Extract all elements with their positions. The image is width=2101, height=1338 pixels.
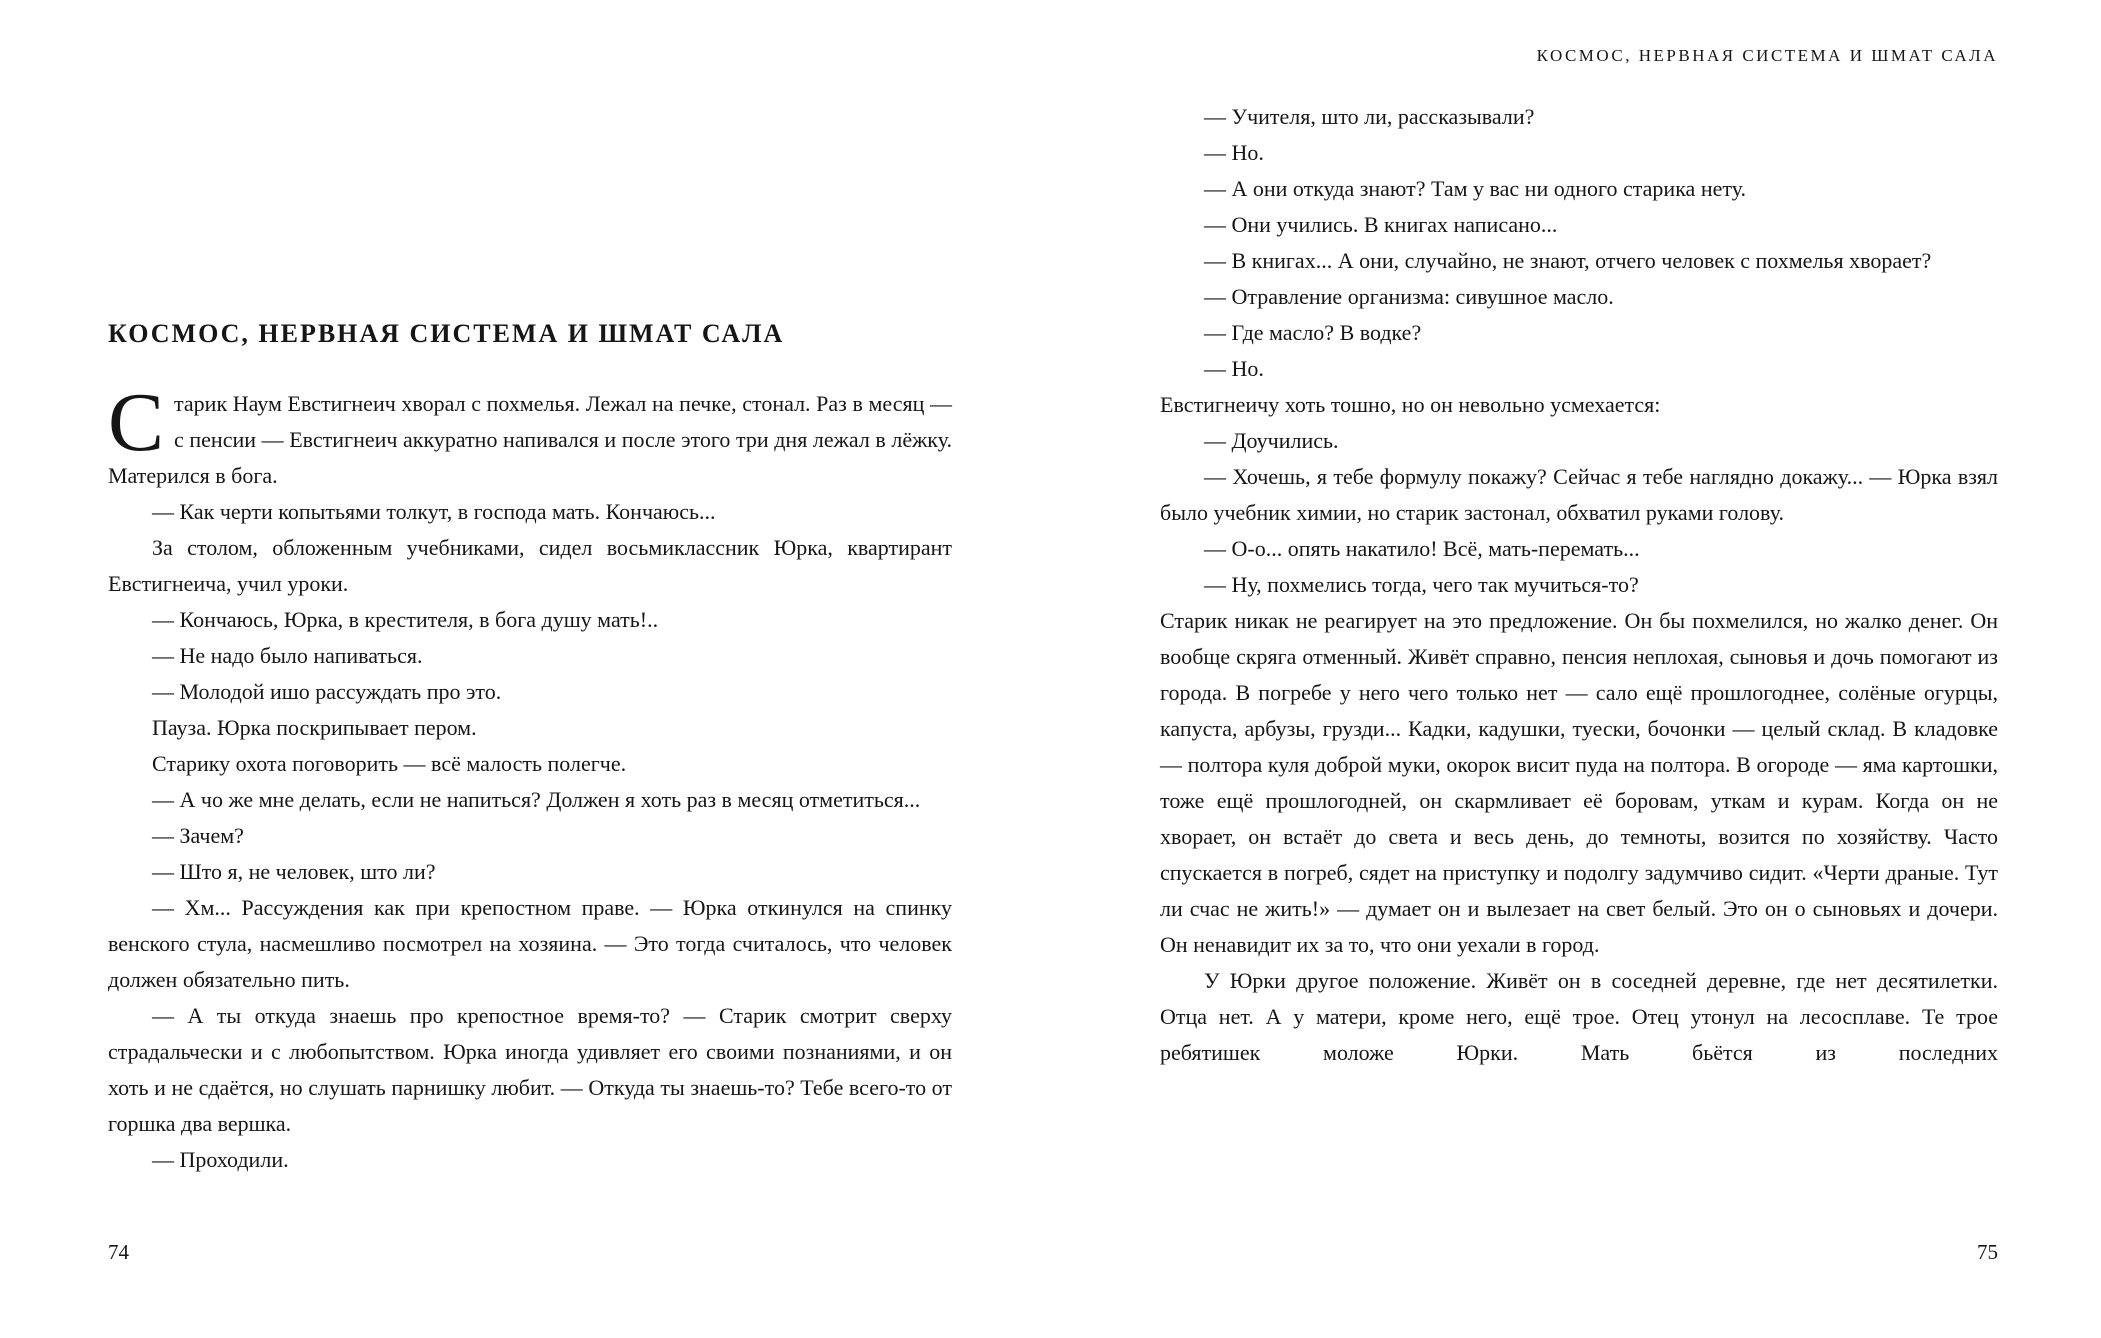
page-number: 74 bbox=[108, 1240, 129, 1264]
paragraph: Старик никак не реагирует на это предложение. Он бы похмелился, но жалко денег. Он вообще скряга отменный. Живёт справно, пенсия неплохая, сыновья и дочь помогают из города. В погребе у него чего только нет — сало ещё прошлогоднее, солёные огурцы, капуста, арбузы, грузди... Кадки, кадушки, туески, бочонки — целый склад. В кладовке — полтора куля доброй муки, окорок висит пуда на полтора. В огороде — яма картошки, тоже ещё прошлогодней, он скармливает её боровам, уткам и курам. Когда он не хворает, он встаёт до света и весь день, до темноты, возится по хозяйству. Часто спускается в погреб, сядет на приступку и подолгу задумчиво сидит. «Черти драные. Тут ли счас не жить!» — думает он и вылезает на свет белый. Это он о сыновьях и дочери. Он ненавидит их за то, что они уехали в город. bbox=[1160, 608, 1998, 957]
page-number: 75 bbox=[1977, 1240, 1998, 1264]
running-header: КОСМОС, НЕРВНАЯ СИСТЕМА И ШМАТ САЛА bbox=[1536, 46, 1998, 65]
paragraph: — Што я, не человек, што ли? bbox=[152, 859, 436, 884]
paragraph: — А ты откуда знаешь про крепостное время-то? — Старик смотрит сверху страдальчески и с любопытством. Юрка иногда удивляет его своими познаниями, и он хоть и не сдаётся, но слушать парнишку любит. — Откуда ты знаешь-то? Тебе всего-то от горшка два вершка. bbox=[108, 1003, 952, 1136]
paragraph: — Кончаюсь, Юрка, в крестителя, в бога душу мать!.. bbox=[152, 607, 659, 632]
paragraph: — Но. bbox=[1204, 140, 1264, 165]
right-page-body bbox=[1160, 99, 1998, 1071]
paragraph: — Они учились. В книгах написано... bbox=[1204, 212, 1558, 237]
paragraph: — Но. bbox=[1204, 356, 1264, 381]
paragraph: — О-о... опять накатило! Всё, мать-перемать... bbox=[1204, 536, 1640, 561]
paragraph: — А они откуда знают? Там у вас ни одного старика нету. bbox=[1204, 176, 1746, 201]
page-left bbox=[108, 0, 952, 1338]
paragraph: — Учителя, што ли, рассказывали? bbox=[1204, 104, 1535, 129]
paragraph: — Где масло? В водке? bbox=[1204, 320, 1422, 345]
left-page-body bbox=[108, 376, 952, 1178]
chapter-title: КОСМОС, НЕРВНАЯ СИСТЕМА И ШМАТ САЛА bbox=[108, 319, 785, 348]
drop-cap: С bbox=[108, 376, 165, 469]
paragraph: — Ну, похмелись тогда, чего так мучиться-то? bbox=[1204, 572, 1639, 597]
paragraph: За столом, обложенным учебниками, сидел восьмиклассник Юрка, квартирант Евстигнеича, учил уроки. bbox=[108, 535, 952, 596]
paragraph: — Молодой ишо рассуждать про это. bbox=[152, 679, 502, 704]
paragraph: — Не надо было напиваться. bbox=[152, 643, 423, 668]
paragraph: — Хм... Рассуждения как при крепостном праве. — Юрка откинулся на спинку венского стула, насмешливо посмотрел на хозяина. — Это тогда считалось, что человек должен обязательно пить. bbox=[108, 895, 952, 992]
paragraph: — А чо же мне делать, если не напиться? Должен я хоть раз в месяц отметиться... bbox=[152, 787, 921, 812]
paragraph: — Проходили. bbox=[152, 1147, 289, 1172]
paragraph: — Доучились. bbox=[1204, 428, 1339, 453]
paragraph bbox=[108, 376, 952, 494]
paragraph: — В книгах... А они, случайно, не знают, отчего человек с похмелья хворает? bbox=[1204, 248, 1932, 273]
paragraph-text: тарик Наум Евстигнеич хворал с похмелья. Лежал на печке, стонал. Раз в месяц — с пенсии — Евстигнеич аккуратно напивался и после этого три дня лежал в лёжку. Матерился в бога. bbox=[108, 391, 952, 488]
paragraph: Старику охота поговорить — всё малость полегче. bbox=[152, 751, 627, 776]
page-right bbox=[1160, 0, 1998, 1338]
paragraph: Пауза. Юрка поскрипывает пером. bbox=[152, 715, 477, 740]
paragraph: У Юрки другое положение. Живёт он в соседней деревне, где нет десятилетки. Отца нет. А у матери, кроме него, ещё трое. Отец утонул на лесосплаве. Те трое ребятишек моложе Юрки. Мать бьётся из последних bbox=[1160, 968, 1998, 1065]
paragraph: — Зачем? bbox=[152, 823, 244, 848]
paragraph: — Как черти копытьями толкут, в господа мать. Кончаюсь... bbox=[152, 499, 716, 524]
paragraph: — Отравление организма: сивушное масло. bbox=[1204, 284, 1614, 309]
paragraph: — Хочешь, я тебе формулу покажу? Сейчас я тебе наглядно докажу... — Юрка взял было учебник химии, но старик застонал, обхватил руками голову. bbox=[1160, 464, 1998, 525]
paragraph: Евстигнеичу хоть тошно, но он невольно усмехается: bbox=[1160, 392, 1661, 417]
